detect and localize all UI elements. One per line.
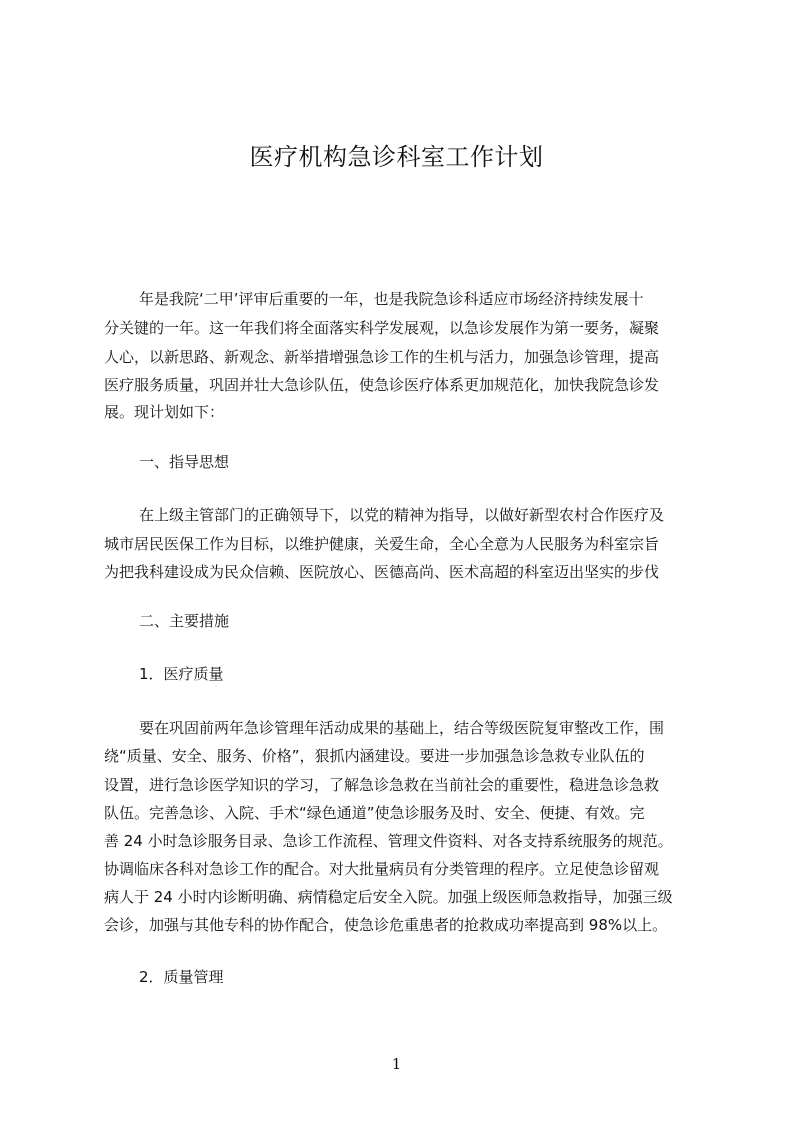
section1-line-3: 为把我科建设成为民众信赖、医院放心、医德高尚、医术高超的科室迈出坚实的步伐 <box>104 563 660 581</box>
intro-line-1: 年是我院‘二甲’评审后重要的一年，也是我院急诊科适应市场经济持续发展十 <box>139 290 644 308</box>
section1-line-2: 城市居民医保工作为目标，以维护健康，关爱生命，全心全意为人民服务为科室宗旨 <box>104 535 660 553</box>
sub1-line-5: 善 24 小时急诊服务目录、急诊工作流程、管理文件资料、对各支持系统服务的规范。 <box>104 832 673 850</box>
subsection-heading-medical-quality: 1．医疗质量 <box>139 665 224 683</box>
sub1-line-2: 绕“质量、安全、服务、价格”，狠抓内涵建设。要进一步加强急诊急救专业队伍的 <box>104 747 645 765</box>
sub1-line-4: 队伍。完善急诊、入院、手术“绿色通道”使急诊服务及时、安全、便捷、有效。完 <box>104 804 645 822</box>
sub1-line-3: 设置，进行急诊医学知识的学习，了解急诊急救在当前社会的重要性，稳进急诊急救 <box>104 776 660 794</box>
section1-line-1: 在上级主管部门的正确领导下，以党的精神为指导，以做好新型农村合作医疗及 <box>139 506 665 524</box>
intro-line-2: 分关键的一年。这一年我们将全面落实科学发展观，以急诊发展作为第一要务，凝聚 <box>104 319 660 337</box>
subsection-heading-quality-management: 2．质量管理 <box>139 968 224 986</box>
intro-line-4: 医疗服务质量，巩固并壮大急诊队伍，使急诊医疗体系更加规范化，加快我院急诊发 <box>104 376 660 394</box>
sub1-line-1: 要在巩固前两年急诊管理年活动成果的基础上，结合等级医院复审整改工作，围 <box>139 719 665 737</box>
page-number: 1 <box>391 1055 402 1073</box>
intro-line-5: 展。现计划如下： <box>104 403 225 421</box>
sub1-line-7: 病人于 24 小时内诊断明确、病情稳定后安全入院。加强上级医师急救指导，加强三级 <box>104 888 673 906</box>
section-heading-guiding-thought: 一、指导思想 <box>139 453 230 471</box>
sub1-line-8: 会诊，加强与其他专科的协作配合，使急诊危重患者的抢救成功率提高到 98%以上。 <box>104 916 668 934</box>
sub1-line-6: 协调临床各科对急诊工作的配合。对大批量病员有分类管理的程序。立足使急诊留观 <box>104 860 660 878</box>
page-title: 医疗机构急诊科室工作计划 <box>249 143 544 171</box>
section-heading-main-measures: 二、主要措施 <box>139 612 230 630</box>
intro-line-3: 人心，以新思路、新观念、新举措增强急诊工作的生机与活力，加强急诊管理，提高 <box>104 348 660 366</box>
